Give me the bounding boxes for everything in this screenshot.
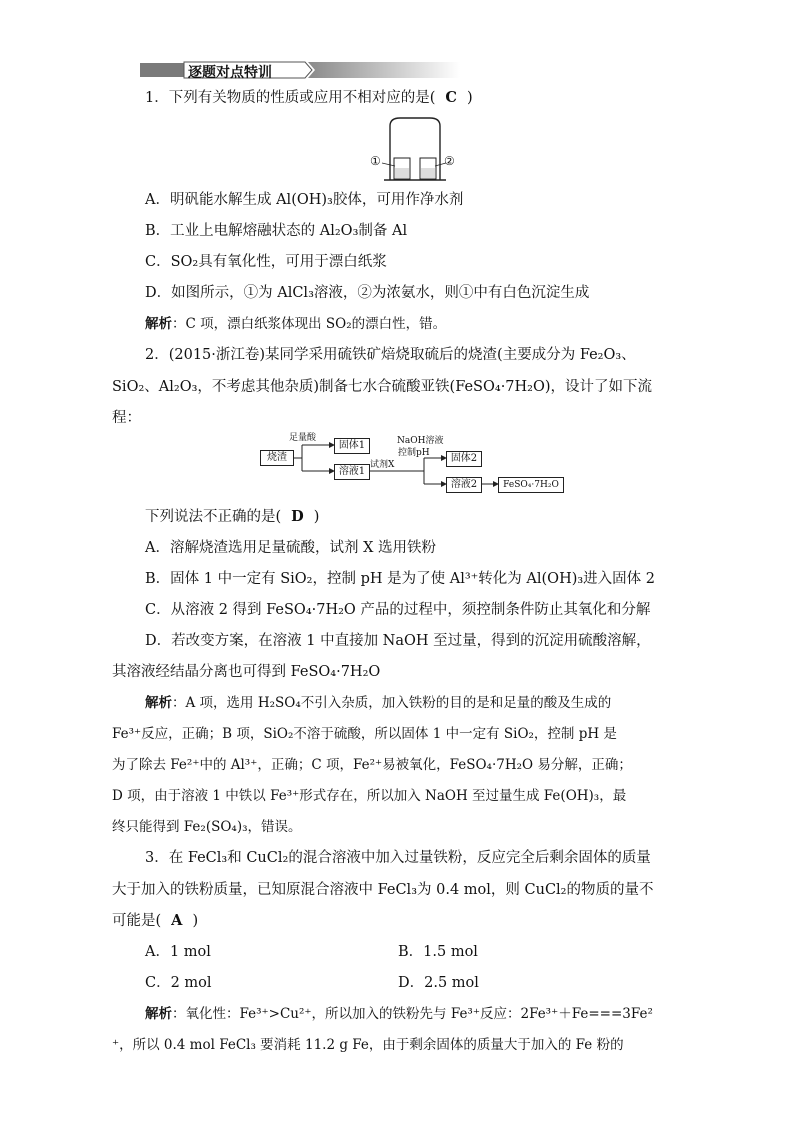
q2-question-line [145, 507, 319, 527]
flow-node-solid2: 固体2 [446, 451, 482, 467]
q3-option-a: A．1 mol [145, 944, 211, 960]
q3-analysis-label: 解析 [145, 1006, 172, 1022]
q1-fig-label-1: ① [370, 154, 381, 168]
section-title: 逐题对点特训 [188, 65, 272, 81]
q2-answer: D [291, 508, 304, 525]
q2-analysis-line-2: Fe³⁺反应，正确；B 项，SiO₂不溶于硫酸，所以固体 1 中一定有 SiO₂，控制 pH 是 [112, 726, 617, 742]
flow-node-slag: 烧渣 [260, 450, 294, 466]
q1-stem-line [145, 88, 473, 108]
flow-edge-ph: 控制pH [398, 448, 430, 458]
q1-option-b: B．工业上电解熔融状态的 Al₂O₃制备 Al [145, 223, 408, 239]
flow-node-solution2: 溶液2 [446, 477, 482, 493]
q3-analysis-line-1 [145, 1004, 653, 1024]
q3-close: ) [192, 913, 199, 929]
q2-option-c: C．从溶液 2 得到 FeSO₄·7H₂O 产品的过程中，须控制条件防止其氧化和分解 [145, 602, 651, 618]
q1-bell-jar-figure [368, 114, 458, 182]
q2-analysis-line-3: 为了除去 Fe²⁺中的 Al³⁺，正确；C 项，Fe²⁺易被氧化，FeSO₄·7H₂O 易分解，正确； [112, 757, 632, 773]
q1-answer: C [445, 89, 457, 106]
flow-node-solid1: 固体1 [334, 438, 370, 454]
q2-stem-line-2: SiO₂、Al₂O₃，不考虑其他杂质)制备七水合硫酸亚铁(FeSO₄·7H₂O)，设计了如下流 [112, 379, 653, 395]
q2-analysis-line-4: D 项，由于溶液 1 中铁以 Fe³⁺形式存在，所以加入 NaOH 至过量生成 Fe(OH)₃，最 [112, 788, 627, 804]
q3-stem-line-1: 3．在 FeCl₃和 CuCl₂的混合溶液中加入过量铁粉，反应完全后剩余固体的质量 [145, 850, 651, 866]
q2-analysis-line-5: 终只能得到 Fe₂(SO₄)₃，错误。 [112, 819, 302, 835]
q2-option-b: B．固体 1 中一定有 SiO₂，控制 pH 是为了使 Al³⁺转化为 Al(OH)₃进入固体 2 [145, 571, 656, 587]
q1-analysis: ：C 项，漂白纸浆体现出 SO₂的漂白性，错。 [172, 316, 447, 332]
q2-stem-line-1: 2．(2015·浙江卷)某同学采用硫铁矿焙烧取硫后的烧渣(主要成分为 Fe₂O₃、 [145, 347, 636, 363]
q2-close: ) [313, 509, 320, 525]
q1-option-c: C．SO₂具有氧化性，可用于漂白纸浆 [145, 254, 387, 270]
q1-option-a: A．明矾能水解生成 Al(OH)₃胶体，可用作净水剂 [145, 192, 464, 208]
q2-analysis-text-1: ：A 项，选用 H₂SO₄不引入杂质，加入铁粉的目的是和足量的酸及生成的 [172, 695, 612, 711]
q1-stem: 1．下列有关物质的性质或应用不相对应的是( [145, 90, 436, 106]
q1-fig-label-2: ② [444, 154, 455, 168]
q3-analysis-text-1: ：氧化性：Fe³⁺>Cu²⁺，所以加入的铁粉先与 Fe³⁺反应：2Fe³⁺＋Fe===3Fe² [172, 1006, 653, 1022]
q2-analysis-line-1 [145, 693, 611, 713]
q1-close: ) [466, 90, 473, 106]
flow-edge-naoh: NaOH溶液 [397, 436, 444, 446]
q3-stem-3: 可能是( [112, 913, 162, 929]
flow-node-product: FeSO₄·7H₂O [498, 477, 564, 493]
flow-edge-reagent: 试剂X [370, 460, 395, 470]
flow-node-solution1: 溶液1 [334, 464, 370, 480]
q2-option-d-line-2: 其溶液经结晶分离也可得到 FeSO₄·7H₂O [112, 664, 381, 680]
q3-analysis-line-2: ⁺，所以 0.4 mol FeCl₃ 要消耗 11.2 g Fe，由于剩余固体的质量大于加入的 Fe 粉的 [112, 1037, 624, 1053]
q2-option-a: A．溶解烧渣选用足量硫酸，试剂 X 选用铁粉 [145, 540, 437, 556]
q3-stem-line-3 [112, 911, 198, 931]
q2-analysis-label: 解析 [145, 695, 172, 711]
q3-option-c: C．2 mol [145, 975, 212, 991]
q1-option-d: D．如图所示，①为 AlCl₃溶液，②为浓氨水，则①中有白色沉淀生成 [145, 285, 590, 301]
q2-question: 下列说法不正确的是( [145, 509, 282, 525]
q3-answer: A [171, 912, 183, 929]
q1-analysis-line [145, 314, 446, 334]
q3-option-b: B．1.5 mol [398, 944, 478, 960]
q1-analysis-label: 解析 [145, 316, 172, 332]
q3-option-d: D．2.5 mol [398, 975, 479, 991]
flow-edge-acid: 足量酸 [289, 433, 317, 443]
q2-stem-line-3: 程： [112, 410, 141, 426]
q3-stem-line-2: 大于加入的铁粉质量，已知原混合溶液中 FeCl₃为 0.4 mol，则 CuCl₂的物质的量不 [112, 882, 654, 898]
q2-option-d-line-1: D．若改变方案，在溶液 1 中直接加 NaOH 至过量，得到的沉淀用硫酸溶解， [145, 633, 651, 649]
